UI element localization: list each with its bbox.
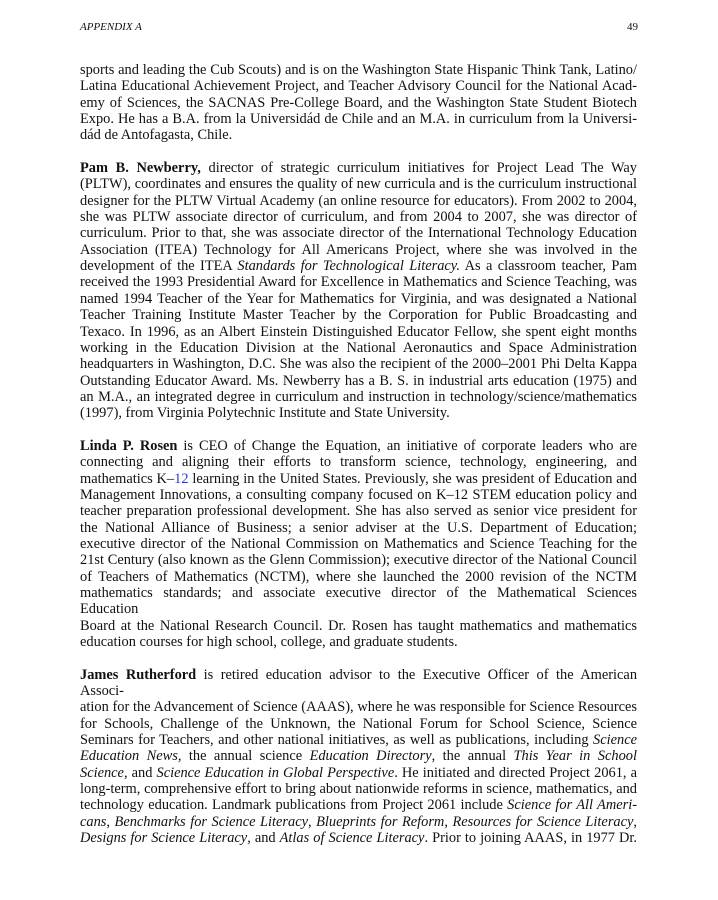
text-line: curriculum. Prior to that, she was associate director of the International Technology Education xyxy=(80,225,637,242)
text-line: headquarters in Washington, D.C. She was also the recipient of the 2000–2001 Phi Delta Kappa xyxy=(80,356,637,373)
text-line: Designs for Science Literacy, and Atlas of Science Literacy. Prior to joining AAAS, in 1977 Dr. xyxy=(80,830,638,847)
text-line: named 1994 Teacher of the Year for Mathematics for Virginia, and was designated a National xyxy=(80,290,637,307)
text-line: Education News, the annual science Education Directory, the annual This Year in School xyxy=(80,748,637,765)
text-line: Science, and Science Education in Global Perspective. He initiated and directed Project 2061, a xyxy=(80,764,637,781)
page-body xyxy=(80,62,637,863)
text-line: Texaco. In 1996, as an Albert Einstein Distinguished Educator Fellow, she spent eight months xyxy=(80,323,637,340)
text-line: dád de Antofagasta, Chile. xyxy=(80,127,233,144)
text-line: for Schools, Challenge of the Unknown, the National Forum for School Science, Science xyxy=(80,715,637,732)
text-line: ation for the Advancement of Science (AAAS), where he was responsible for Science Resources xyxy=(80,699,637,716)
text-line: mathematics standards; and associate executive director of the Mathematical Sciences Education xyxy=(80,585,637,618)
text-line: long-term, comprehensive effort to bring about nationwide reforms in science, mathematics, and xyxy=(80,781,637,798)
text-line: mathematics K–12 learning in the United States. Previously, she was president of Education and xyxy=(80,470,637,487)
text-line: teacher preparation professional development. She has also served as senior vice president for xyxy=(80,503,637,520)
text-line: connecting and aligning their efforts to transform science, technology, engineering, and xyxy=(80,454,637,471)
text-line: Teacher Training Institute Master Teacher by the Corporation for Public Broadcasting and xyxy=(80,307,637,324)
text-line: (1997), from Virginia Polytechnic Institute and State University. xyxy=(80,405,450,422)
text-line: James Rutherford is retired education advisor to the Executive Officer of the American Associ- xyxy=(80,666,638,700)
text-line: development of the ITEA Standards for Technological Literacy. As a classroom teacher, Pam xyxy=(80,258,637,275)
text-line: Management Innovations, a consulting company focused on K–12 STEM education policy and xyxy=(80,486,637,503)
running-header xyxy=(80,21,638,37)
bio-name: Linda P. Rosen xyxy=(80,437,178,454)
text-line: received the 1993 Presidential Award for Excellence in Mathematics and Science Teaching, was xyxy=(80,274,637,291)
text-line: Board at the National Research Council. Dr. Rosen has taught mathematics and mathematics xyxy=(80,617,637,634)
bio-name: James Rutherford xyxy=(80,666,197,683)
text-line: education courses for high school, college, and graduate students. xyxy=(80,634,458,651)
text-line: technology education. Landmark publications from Project 2061 include Science for All Ameri- xyxy=(80,797,637,814)
text-line: she was PLTW associate director of curriculum, and from 2004 to 2007, she was director of xyxy=(80,209,637,226)
text-line: executive director of the National Commission on Mathematics and Science Teaching for the xyxy=(80,535,637,552)
text-line: Latina Educational Achievement Project, and Teacher Advisory Council for the National Acad- xyxy=(80,78,637,95)
bio-paragraph-continued xyxy=(80,62,637,144)
text-line: an M.A., an integrated degree in curriculum and instruction in technology/science/mathematics xyxy=(80,388,637,405)
k12-link[interactable]: 12 xyxy=(174,470,189,487)
text-line: of Teachers of Mathematics (NCTM), where she launched the 2000 revision of the NCTM xyxy=(80,568,637,585)
text-line: the National Alliance of Business; a senior adviser at the U.S. Department of Education; xyxy=(80,519,637,536)
text-line: Pam B. Newberry, director of strategic curriculum initiatives for Project Lead The Way xyxy=(80,160,638,177)
bio-paragraph-rosen xyxy=(80,438,637,650)
bio-paragraph-rutherford xyxy=(80,667,637,847)
text-line: sports and leading the Cub Scouts) and is on the Washington State Hispanic Think Tank, Latino/ xyxy=(80,62,637,78)
text-line: Outstanding Educator Award. Ms. Newberry has a B. S. in industrial arts education (1975) and xyxy=(80,372,637,389)
text-line: Expo. He has a B.A. from la Universidád de Chile and an M.A. in curriculum from la Universi- xyxy=(80,111,637,128)
text-line: designer for the PLTW Virtual Academy (an online resource for educators). From 2002 to 2004, xyxy=(80,192,637,209)
page-number: 49 xyxy=(627,21,638,33)
text-line: (PLTW), coordinates and ensures the quality of new curricula and is the curriculum instructional xyxy=(80,176,637,193)
text-line: emy of Sciences, the SACNAS Pre-College Board, and the Washington State Student Biotech xyxy=(80,94,637,111)
bio-paragraph-newberry xyxy=(80,160,637,422)
bio-name: Pam B. Newberry, xyxy=(80,160,201,177)
text-line: working in the Education Division at the National Aeronautics and Space Administration xyxy=(80,339,637,356)
text-line: Linda P. Rosen is CEO of Change the Equation, an initiative of corporate leaders who are xyxy=(80,437,637,454)
text-line: cans, Benchmarks for Science Literacy, Blueprints for Reform, Resources for Science Literacy, xyxy=(80,813,637,830)
section-label: APPENDIX A xyxy=(80,21,142,33)
text-line: Seminars for Teachers, and other national initiatives, as well as publications, including Science xyxy=(80,732,637,749)
text-line: 21st Century (also known as the Glenn Commission); executive director of the National Council xyxy=(80,552,637,569)
text-line: Association (ITEA) Technology for All Americans Project, where she was involved in the xyxy=(80,241,637,258)
